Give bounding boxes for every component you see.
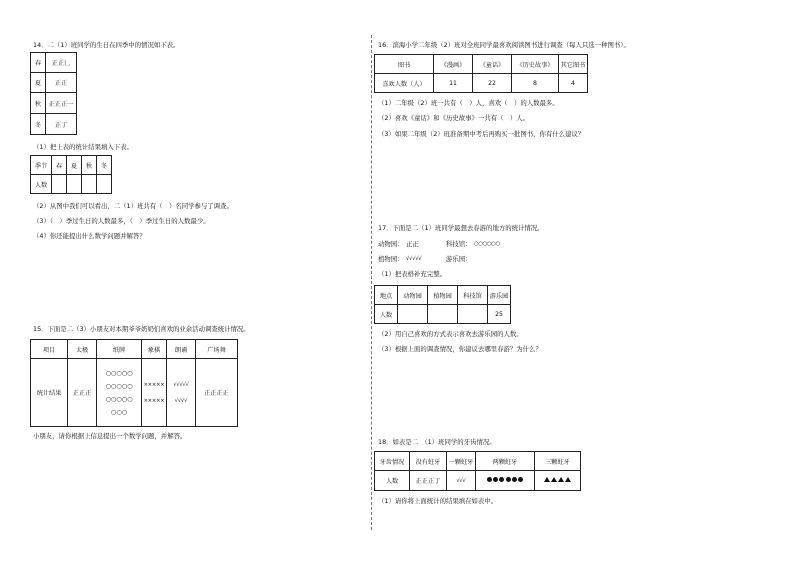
header-cell: 《童话》 [473,55,512,74]
q18-title: 18．如表是二 （1）班同学的牙齿情况。 [378,438,496,446]
column-divider [371,35,372,530]
q14-tally-table [30,52,77,135]
q14-fill-table [30,155,112,194]
check-row: √√√√√ [173,381,189,388]
header-cell: 夏 [67,156,82,175]
q14-sub2: （2）从图中我们可以看出，二（1）班共有（ ）名同学参与了调查。 [33,202,233,210]
recite-checks [167,359,196,427]
header-cell: 《历史故事》 [512,55,559,74]
header-cell: 秋 [82,156,97,175]
value-cell: 8 [512,74,559,93]
circle-row: ○○○○○ [105,369,133,377]
q14-sub4: （4）你还能提出什么数学问题并解答？ [33,232,146,240]
answer-cell[interactable] [458,305,488,324]
taiji-tally: 正正正 [68,359,97,427]
dance-tally: 正正正正 [196,359,238,427]
triangle-mark [565,477,571,482]
circle-row: ○○○○○ [105,395,133,403]
science-mark: ○○○○○○ [474,241,500,247]
q18-sub1: （1）请你将上面统计的结果填在如表中。 [378,497,498,505]
answer-cell[interactable] [82,175,97,194]
value-cell: 22 [473,74,512,93]
header-cell: 植物园 [428,286,458,305]
cross-row: ××××× [143,381,165,388]
answer-cell[interactable] [97,175,112,194]
one-checks: √√√ [447,471,476,491]
header-cell: 《漫画》 [434,55,473,74]
q15-footer: 小朋友，请你根据上信息提出一个数学问题，并解答。 [33,432,187,440]
paper-circles [97,359,142,427]
q14-title: 14．二（1）班同学的生日在四季中的情况如下表。 [33,41,180,49]
q18-table [374,451,581,491]
q16-sub2: （2）喜欢《童话》和《历史故事》一共有（ ）人。 [378,114,530,122]
tally-cell: 正正𠃊 [46,53,77,73]
dot-mark [499,477,504,482]
header-cell: 项目 [31,340,68,359]
header-cell: 动物园 [398,286,428,305]
check-row: √√√√ [174,397,188,404]
cross-row: ××××× [143,397,165,404]
park-label: 游乐园： [446,255,472,263]
q16-table [374,54,588,93]
triangle-mark [544,477,550,482]
header-cell: 两颗蛀牙 [476,452,535,471]
zoo-mark: 正正 [406,240,419,248]
header-cell: 季节 [31,156,52,175]
q16-sub1: （1）二年级（2）班一共有（ ）人，喜欢（ ）的人数最多。 [378,99,559,107]
header-cell: 没有蛀牙 [410,452,447,471]
header-cell: 纸牌 [97,340,142,359]
season-cell: 冬 [31,114,46,135]
dot-mark [518,477,523,482]
tally-cell: 正正正一 [46,93,77,114]
two-dots [476,471,535,491]
row-label: 人数 [375,471,410,491]
q16-sub3: （3）如果二年级（2）班准备期中考后再购买一批图书，你有什么建议？ [378,130,585,138]
tally-cell: 正丁 [46,114,77,135]
header-cell: 地点 [375,286,398,305]
answer-cell[interactable] [398,305,428,324]
circle-row: ○○○ [110,408,128,416]
q15-title: 15．下面是二（3）小朋友对本期爷爷奶奶们喜欢的业余活动调查统计情况。 [33,325,250,333]
q14-sub3: （3）（ ）季过生日的人数最多，（ ）季过生日的人数最少。 [33,217,210,225]
season-cell: 秋 [31,93,46,114]
park-count: 25 [488,305,511,324]
q15-table [30,339,238,427]
dot-mark [487,477,492,482]
answer-cell[interactable] [67,175,82,194]
chess-crosses [142,359,167,427]
tally-cell: 正正 [46,73,77,93]
row-label: 统计结果 [31,359,68,427]
q14-sub1: （1）把上表的统计结果填入下表。 [33,143,133,151]
q16-title: 16．滨海小学二年级（2）班对全班同学最喜欢阅读图书进行调查（每人只选一种图书）。 [378,41,630,49]
header-cell: 象棋 [142,340,167,359]
header-cell: 图书 [375,55,434,74]
header-cell: 游乐园 [488,286,511,305]
value-cell: 4 [559,74,588,93]
botanic-mark: √√√√√ [406,256,422,262]
header-cell: 三颗蛀牙 [535,452,581,471]
header-cell: 太极 [68,340,97,359]
header-cell: 科技馆 [458,286,488,305]
value-cell: 11 [434,74,473,93]
answer-cell[interactable] [428,305,458,324]
circle-row: ○○○○○ [105,382,133,390]
three-triangles [535,471,581,491]
season-cell: 春 [31,53,46,73]
header-cell: 牙齿情况 [375,452,410,471]
triangle-mark [551,477,557,482]
row-label: 人数 [31,175,52,194]
row-label: 人数 [375,305,398,324]
triangle-mark [558,477,564,482]
none-tally: 正正正丁 [410,471,447,491]
q17-sub2: （2）用自己喜欢的方式表示喜欢去游乐园的人数。 [378,330,523,338]
header-cell: 冬 [97,156,112,175]
q17-sub1: （1）把表格补充完整。 [378,270,446,278]
zoo-label: 动物园： [378,240,404,248]
science-label: 科技馆： [446,240,472,248]
botanic-label: 植物园： [378,255,404,263]
header-cell: 一颗蛀牙 [447,452,476,471]
header-cell: 春 [52,156,67,175]
q17-table [374,285,511,324]
dot-mark [493,477,498,482]
answer-cell[interactable] [52,175,67,194]
header-cell: 其它图书 [559,55,588,74]
q17-title: 17．下面是二（1）班同学最想去春游的地方的统计情况。 [378,224,544,232]
dot-mark [512,477,517,482]
q17-sub3: （3）根据上面的调查情况，你建议去哪里春游？为什么？ [378,345,542,353]
header-cell: 朗诵 [167,340,196,359]
dot-mark [506,477,511,482]
season-cell: 夏 [31,73,46,93]
row-label: 喜欢人数（人） [375,74,434,93]
header-cell: 广场舞 [196,340,238,359]
